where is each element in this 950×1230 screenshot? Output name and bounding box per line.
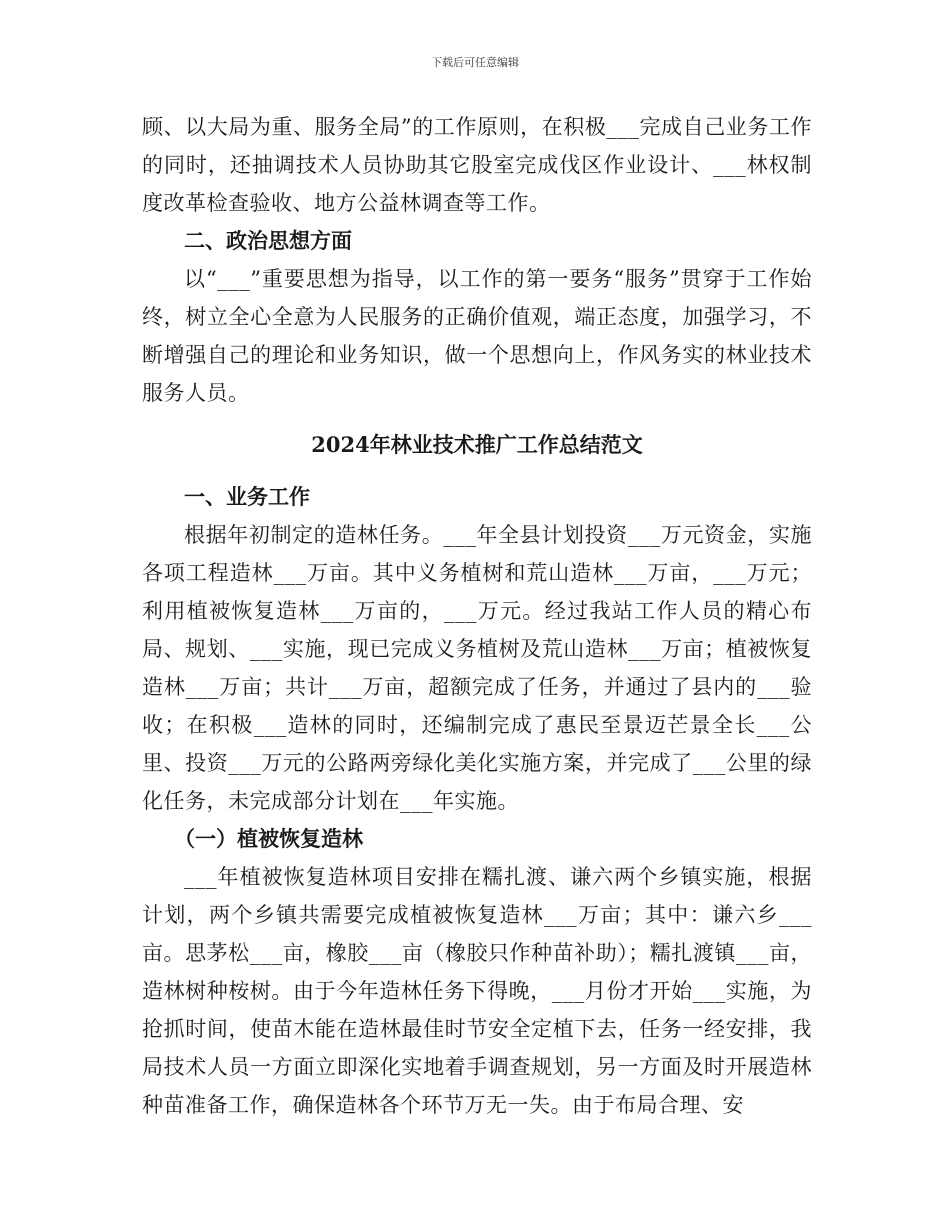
document-body [142,108,812,1124]
paragraph-political-thought: 以“___”重要思想为指导，以工作的第一要务“服务”贯穿于工作始终，树立全心全意为人民服务的正确价值观，端正态度，加强学习，不断增强自己的理论和业务知识，做一个思想向上，作风务实的林业技术服务人员。 [142,267,812,405]
page-header: 下载后可任意编辑 [431,56,519,69]
document-title: 2024年林业技术推广工作总结范文 [311,432,643,457]
heading-political-thought: 二、政治思想方面 [184,228,352,253]
heading-business-work: 一、业务工作 [184,484,310,509]
heading-vegetation-restoration: （一）植被恢复造林 [174,826,363,851]
paragraph-vegetation-restoration: ___年植被恢复造林项目安排在糯扎渡、谦六两个乡镇实施，根据计划，两个乡镇共需要完成植被恢复造林___万亩；其中：谦六乡___亩。思茅松___亩，橡胶___亩（橡胶只作种苗补助）；糯扎渡镇___亩，造林树种桉树。由于今年造林任务下得晚，___月份才开始___实施，为抢抓时间，使苗木能在造林最佳时节安全定植下去，任务一经安排，我局技术人员一方面立即深化实地着手调查规划，另一方面及时开展造林种苗准备工作，确保造林各个环节万无一失。由于布局合理、安 [142,865,812,1117]
paragraph-work-principle: 顾、以大局为重、服务全局”的工作原则，在积极___完成自己业务工作的同时，还抽调技术人员协助其它股室完成伐区作业设计、___林权制度改革检查验收、地方公益林调查等工作。 [142,115,812,215]
paragraph-business-work: 根据年初制定的造林任务。___年全县计划投资___万元资金，实施各项工程造林___万亩。其中义务植树和荒山造林___万亩，___万元；利用植被恢复造林___万亩的，___万元。经过我站工作人员的精心布局、规划、___实施，现已完成义务植树及荒山造林___万亩；植被恢复造林___万亩；共计___万亩，超额完成了任务，并通过了县内的___验收；在积极___造林的同时，还编制完成了惠民至景迈芒景全长___公里、投资___万元的公路两旁绿化美化实施方案，并完成了___公里的绿化任务，未完成部分计划在___年实施。 [142,523,812,813]
